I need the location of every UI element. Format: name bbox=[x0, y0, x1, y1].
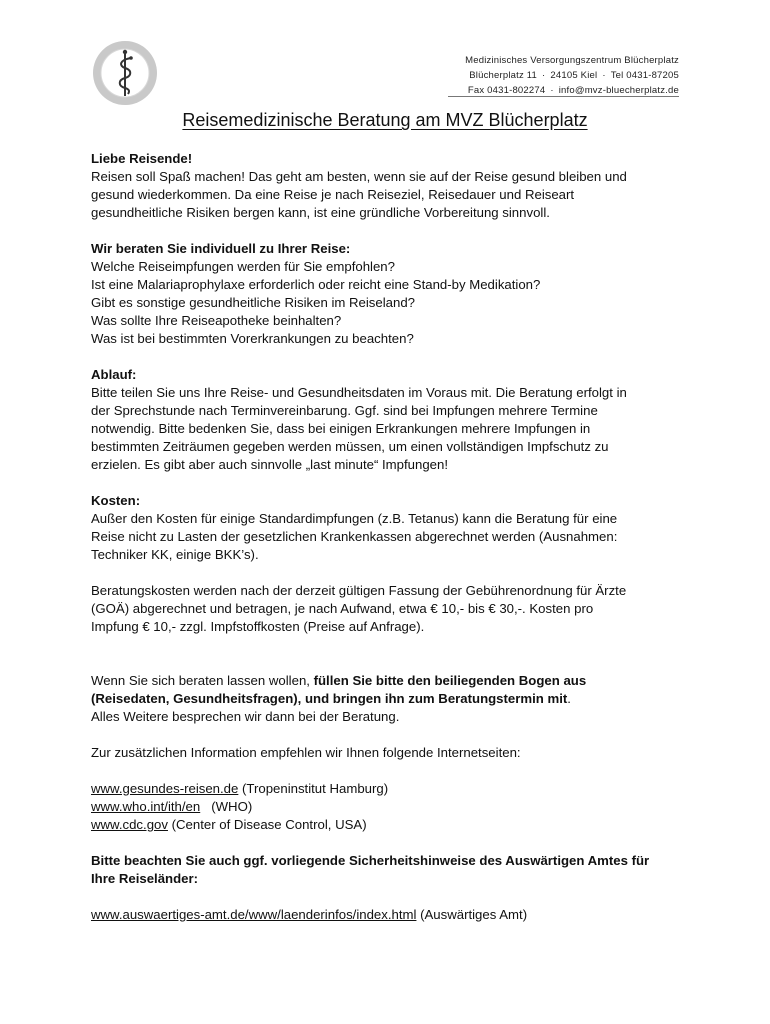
greeting-line: gesund wiederkommen. Da eine Reise je nach Reiseziel, Reisedauer und Reiseart bbox=[91, 187, 575, 202]
safety-link-row: www.auswaertiges-amt.de/www/laenderinfos/index.html (Auswärtiges Amt) bbox=[91, 907, 528, 922]
advice-question: Was ist bei bestimmten Vorerkrankungen zu beachten? bbox=[91, 331, 414, 346]
link-who[interactable]: www.who.int/ith/en bbox=[91, 799, 201, 814]
procedure-line: notwendig. Bitte bedenken Sie, dass bei einigen Erkrankungen mehrere Impfungen in bbox=[91, 421, 591, 436]
info-link-row: www.gesundes-reisen.de (Tropeninstitut Hamburg) bbox=[91, 781, 389, 796]
procedure-line: bestimmten Zeiträumen gegeben werden müssen, um einen vollständigen Impfschutz zu bbox=[91, 439, 609, 454]
procedure-line: erzielen. Es gibt aber auch sinnvolle „last minute“ Impfungen! bbox=[91, 457, 448, 472]
document-body bbox=[91, 150, 691, 924]
greeting-heading: Liebe Reisende! bbox=[91, 151, 193, 166]
advice-heading: Wir beraten Sie individuell zu Ihrer Reise: bbox=[91, 241, 351, 256]
info-link-row: www.cdc.gov (Center of Disease Control, USA) bbox=[91, 817, 367, 832]
header-divider bbox=[448, 96, 679, 97]
letterhead bbox=[465, 53, 679, 98]
closing-line-3: Alles Weitere besprechen wir dann bei der Beratung. bbox=[91, 709, 400, 724]
link-gesundes-reisen[interactable]: www.gesundes-reisen.de bbox=[91, 781, 239, 796]
clinic-contact: Fax 0431-802274 · info@mvz-bluecherplatz.de bbox=[467, 85, 679, 96]
advice-question: Gibt es sonstige gesundheitliche Risiken im Reiseland? bbox=[91, 295, 416, 310]
procedure-line: Bitte teilen Sie uns Ihre Reise- und Gesundheitsdaten im Voraus mit. Die Beratung erfolgt in bbox=[91, 385, 627, 400]
procedure-heading: Ablauf: bbox=[91, 367, 137, 382]
safety-notice: Ihre Reiseländer: bbox=[91, 871, 199, 886]
info-link-row: www.who.int/ith/en (WHO) bbox=[91, 799, 253, 814]
closing-line-2: (Reisedaten, Gesundheitsfragen), und bringen ihn zum Beratungstermin mit. bbox=[91, 691, 571, 706]
procedure-line: der Sprechstunde nach Terminvereinbarung. Ggf. sind bei Impfungen mehrere Termine bbox=[91, 403, 598, 418]
advice-question: Was sollte Ihre Reiseapotheke beinhalten? bbox=[91, 313, 342, 328]
clinic-address: Blücherplatz 11 · 24105 Kiel · Tel 0431-87205 bbox=[469, 70, 679, 81]
costs-line: Außer den Kosten für einige Standardimpfungen (z.B. Tetanus) kann die Beratung für eine bbox=[91, 511, 618, 526]
costs-heading: Kosten: bbox=[91, 493, 141, 508]
fee-line: (GOÄ) abgerechnet und betragen, je nach Aufwand, etwa € 10,- bis € 30,-. Kosten pro bbox=[91, 601, 594, 616]
clinic-name: Medizinisches Versorgungszentrum Blücherplatz bbox=[465, 55, 679, 66]
safety-notice: Bitte beachten Sie auch ggf. vorliegende Sicherheitshinweise des Auswärtigen Amtes für bbox=[91, 853, 650, 868]
closing-line-1: Wenn Sie sich beraten lassen wollen, füllen Sie bitte den beiliegenden Bogen aus bbox=[91, 673, 587, 688]
greeting-line: Reisen soll Spaß machen! Das geht am besten, wenn sie auf der Reise gesund bleiben und bbox=[91, 169, 627, 184]
greeting-line: gesundheitliche Risiken bergen kann, ist eine gründliche Vorbereitung sinnvoll. bbox=[91, 205, 550, 220]
costs-line: Reise nicht zu Lasten der gesetzlichen Krankenkassen abgerechnet werden (Ausnahmen: bbox=[91, 529, 618, 544]
info-intro: Zur zusätzlichen Information empfehlen wir Ihnen folgende Internetseiten: bbox=[91, 745, 521, 760]
advice-question: Welche Reiseimpfungen werden für Sie empfohlen? bbox=[91, 259, 395, 274]
costs-line: Techniker KK, einige BKK’s). bbox=[91, 547, 259, 562]
page-title: Reisemedizinische Beratung am MVZ Blücherplatz bbox=[182, 110, 588, 130]
fee-line: Impfung € 10,- zzgl. Impfstoffkosten (Preise auf Anfrage). bbox=[91, 619, 425, 634]
caduceus-icon bbox=[92, 40, 158, 106]
fee-line: Beratungskosten werden nach der derzeit gültigen Fassung der Gebührenordnung für Ärzte bbox=[91, 583, 627, 598]
link-auswaertiges-amt[interactable]: www.auswaertiges-amt.de/www/laenderinfos/index.html bbox=[91, 907, 417, 922]
link-cdc[interactable]: www.cdc.gov bbox=[91, 817, 168, 832]
advice-question: Ist eine Malariaprophylaxe erforderlich oder reicht eine Stand-by Medikation? bbox=[91, 277, 541, 292]
